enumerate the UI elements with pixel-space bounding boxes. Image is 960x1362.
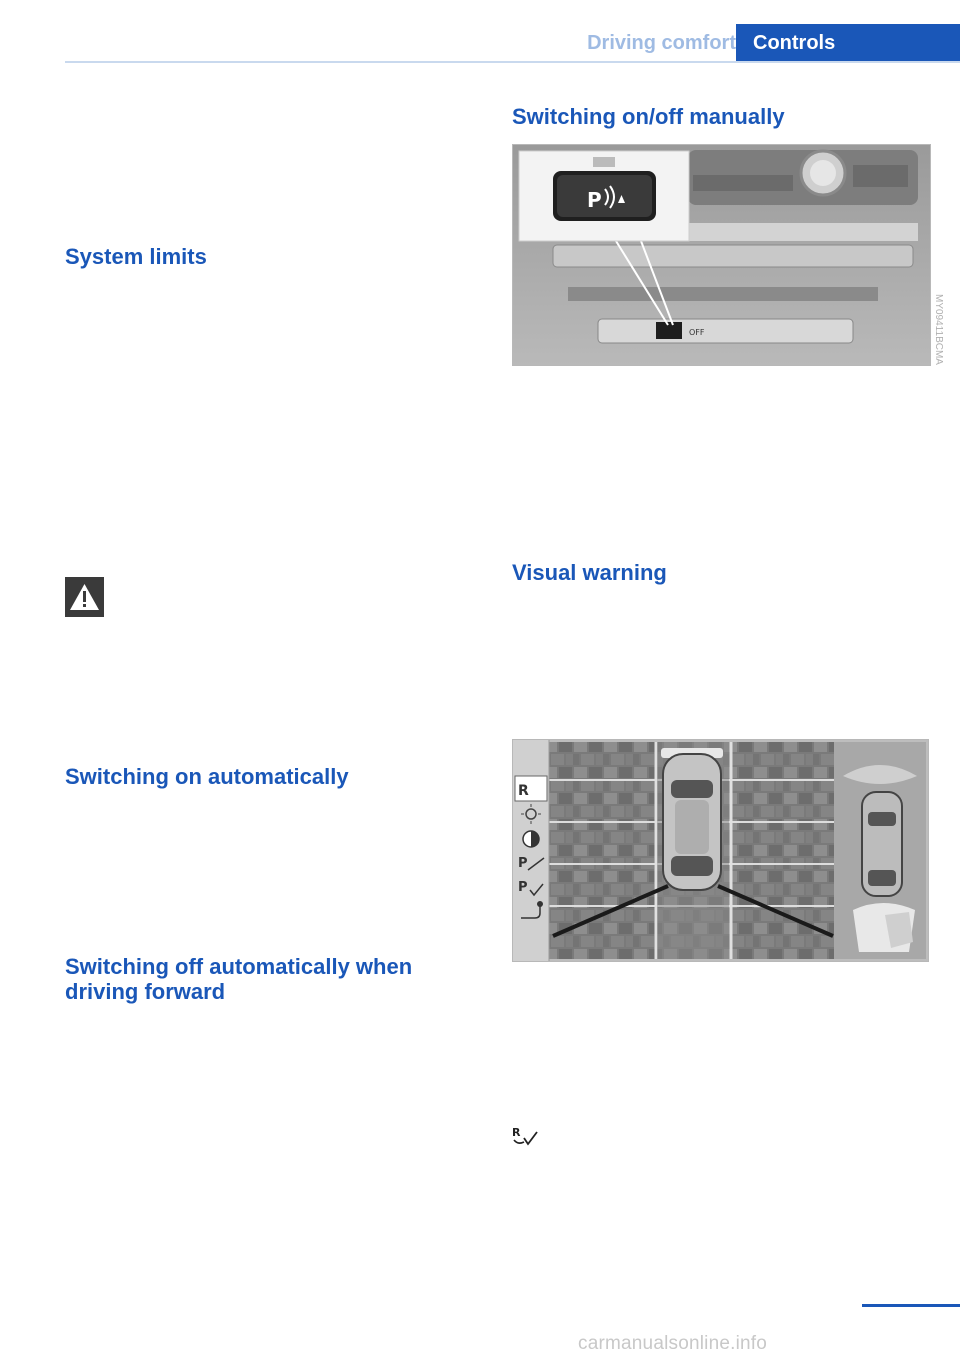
figure-console-button [512,144,931,366]
heading-switching-manually: Switching on/off manually [512,104,785,129]
warning-triangle-icon [65,577,104,617]
watermark: carmanualsonline.info [578,1333,768,1354]
svg-text:P: P [518,880,528,895]
heading-switching-on-automatically: Switching on automatically [65,764,349,789]
rear-view-camera-icon[interactable] [515,776,547,801]
header-rule [65,61,960,63]
footer-rule [862,1304,960,1307]
svg-text:R: R [518,783,529,799]
park-distance-control-button-small [656,322,682,339]
park-distance-button-label: P [587,188,602,212]
rear-view-check-icon [512,1125,542,1149]
svg-text:R: R [512,1126,521,1139]
heading-visual-warning: Visual warning [512,560,667,585]
figure-display-screen [512,739,929,962]
svg-text:P: P [518,856,528,871]
heading-system-limits: System limits [65,244,207,269]
header-section-tab: Driving comfort [587,32,736,54]
figure-code: MY09411BCMA [933,294,944,365]
contrast-icon[interactable] [523,831,539,847]
header-chapter-tab: Controls [736,24,960,62]
off-label: OFF [689,328,705,337]
heading-switching-off-automatically: Switching off automatically when driving forward [65,954,413,1004]
